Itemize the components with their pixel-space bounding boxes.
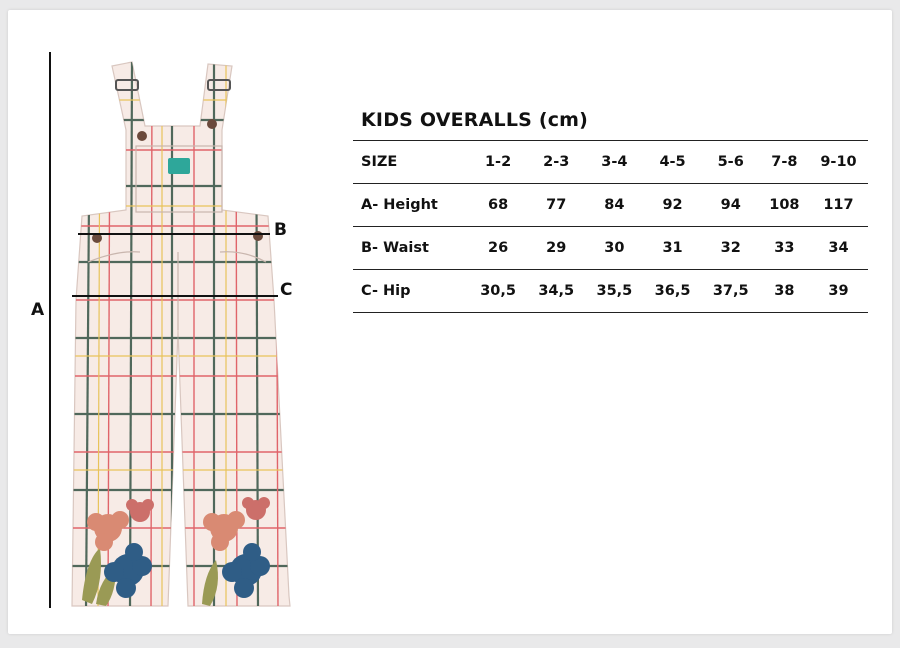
row-label: A- Height	[361, 197, 438, 213]
size-header: 1-2	[484, 154, 512, 170]
size-header: 5-6	[717, 154, 744, 170]
dimension-label-b: B	[274, 220, 287, 240]
table-row	[353, 184, 868, 227]
dimension-label-c: C	[280, 280, 293, 300]
table-cell: 84	[604, 197, 625, 213]
table-cell: 30	[604, 240, 625, 256]
size-chart-table	[353, 140, 868, 313]
size-header: 4-5	[659, 154, 686, 170]
table-cell: 92	[662, 197, 683, 213]
table-cell: 36,5	[654, 283, 691, 299]
dimension-label-a: A	[31, 300, 45, 320]
table-cell: 33	[774, 240, 795, 256]
size-column-header: SIZE	[361, 154, 398, 170]
size-header: 3-4	[601, 154, 628, 170]
brand-label	[168, 158, 190, 174]
table-row	[353, 227, 868, 270]
table-cell: 94	[720, 197, 741, 213]
left-bib-button	[137, 131, 147, 141]
row-label: B- Waist	[361, 240, 429, 256]
table-cell: 32	[720, 240, 741, 256]
size-header: 7-8	[771, 154, 798, 170]
page-title: KIDS OVERALLS (cm)	[361, 109, 589, 131]
table-header-row	[353, 141, 868, 184]
right-side-button	[253, 231, 263, 241]
table-cell: 34,5	[538, 283, 575, 299]
row-label: C- Hip	[361, 283, 411, 299]
table-cell: 34	[828, 240, 849, 256]
table-cell: 108	[769, 197, 800, 213]
table-cell: 35,5	[596, 283, 633, 299]
table-cell: 26	[487, 240, 509, 256]
table-cell: 117	[823, 197, 854, 213]
size-header: 9-10	[820, 154, 857, 170]
size-header: 2-3	[543, 154, 570, 170]
table-cell: 29	[546, 240, 567, 256]
table-cell: 77	[546, 197, 567, 213]
table-cell: 31	[662, 240, 683, 256]
right-bib-button	[207, 119, 217, 129]
table-cell: 30,5	[480, 283, 516, 299]
table-cell: 37,5	[712, 283, 749, 299]
table-cell: 39	[828, 283, 849, 299]
table-cell: 38	[774, 283, 795, 299]
table-row	[353, 270, 868, 313]
table-cell: 68	[487, 197, 509, 213]
